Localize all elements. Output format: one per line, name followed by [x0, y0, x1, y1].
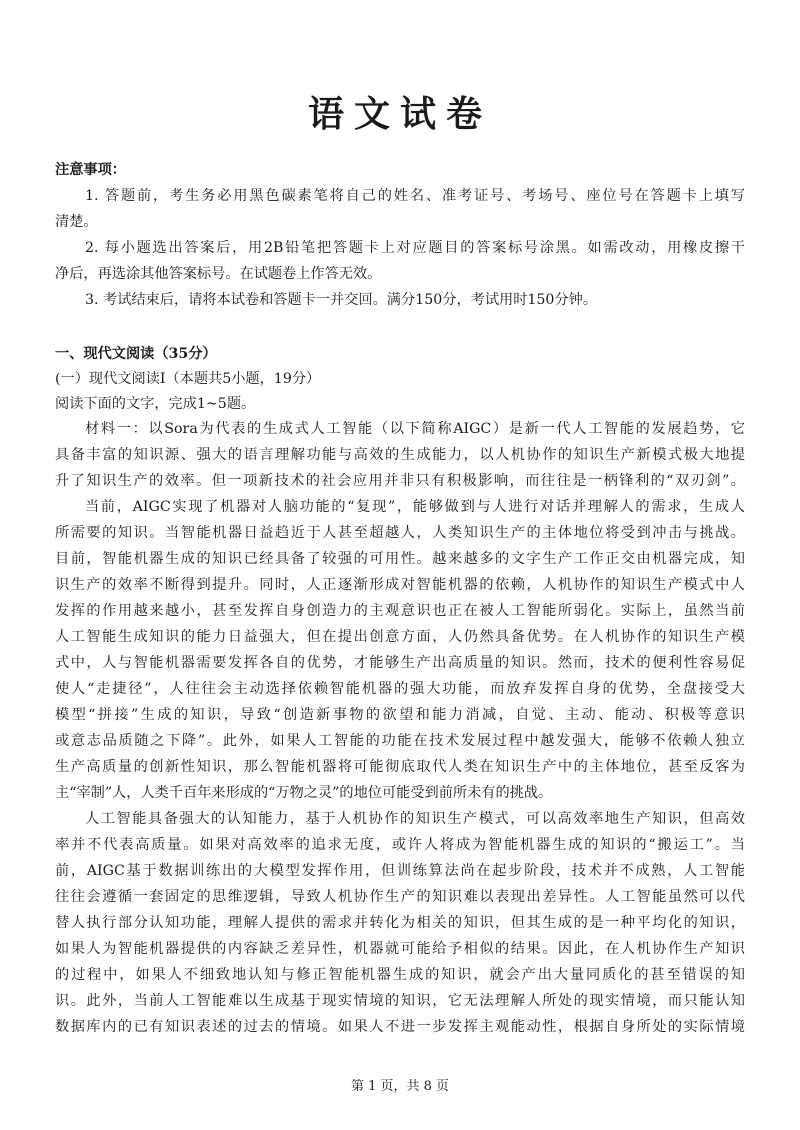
- section-heading: 一、现代文阅读（35分）: [55, 346, 217, 362]
- para3-line: 的过程中，如果人不细致地认知与修正智能机器生成的知识，就会产出大量同质化的甚至错误的知: [55, 967, 745, 983]
- para3-line: 替人执行部分认知功能，理解人提供的需求并转化为相关的知识，但其生成的是一种平均化的知识，: [55, 915, 745, 931]
- para3-line: 人工智能具备强大的认知能力，基于人机协作的知识生产模式，可以高效率地生产知识，但高效: [85, 811, 745, 827]
- instruction-text: 阅读下面的文字，完成1~5题。: [55, 396, 256, 412]
- para3-line: 识。此外，当前人工智能难以生成基于现实情境的知识，它无法理解人所处的现实情境，而只能认知: [55, 993, 745, 1009]
- para2-line: 使人“走捷径”，人往往会主动选择依赖智能机器的强大功能，而放弃发挥自身的优势，全盘接受大: [55, 681, 745, 697]
- para3-line: 前，AIGC基于数据训练出的大模型发挥作用，但训练算法尚在起步阶段，技术并不成熟，人工智能: [55, 863, 745, 879]
- para2-line: 当前，AIGC实现了机器对人脑功能的“复现”，能够做到与人进行对话并理解人的需求，生成人: [85, 499, 745, 515]
- para2-line: 或意志品质随之下降”。此外，如果人工智能的功能在技术发展过程中越发强大，能够不依赖人独立: [55, 733, 745, 749]
- para3-line: 数据库内的已有知识表述的过去的情境。如果人不进一步发挥主观能动性，根据自身所处的实际情境: [55, 1019, 745, 1035]
- para3-line: 往往会遵循一套固定的思维逻辑，导致人机协作生产的知识难以表现出差异性。人工智能虽然可以代: [55, 889, 745, 905]
- notice-item-1-line-1: 1. 答题前，考生务必用黑色碳素笔将自己的姓名、准考证号、考场号、座位号在答题卡上填写: [85, 188, 745, 204]
- notice-item-1-line-2: 清楚。: [55, 214, 98, 230]
- para1-line: 材料一：以Sora为代表的生成式人工智能（以下简称AIGC）是新一代人工智能的发展趋势，它: [85, 421, 745, 437]
- para2-line: 模型“拼接”生成的知识，导致“创造新事物的欲望和能力消减，自觉、主动、能动、积极等意识: [55, 707, 745, 723]
- subsection-heading: (一）现代文阅读Ⅰ（本题共5小题，19分）: [55, 371, 321, 387]
- para2-line: 识生产的效率不断得到提升。同时，人正逐渐形成对智能机器的依赖，人机协作的知识生产模式中人: [55, 577, 745, 593]
- para2-line: 目前，智能机器生成的知识已经具备了较强的可用性。越来越多的文字生产工作正交由机器完成，知: [55, 551, 745, 567]
- para2-line: 主“宰制”人，人类千百年来形成的“万物之灵”的地位可能受到前所未有的挑战。: [55, 785, 553, 801]
- notice-item-2-line-1: 2. 每小题选出答案后，用2B铅笔把答题卡上对应题目的答案标号涂黑。如需改动，用橡皮擦干: [85, 240, 745, 256]
- para3-line: 如果人为智能机器提供的内容缺乏差异性，机器就可能给予相似的结果。因此，在人机协作生产知识: [55, 941, 745, 957]
- para3-line: 率并不代表高质量。如果对高效率的追求无度，或许人将成为智能机器生成的知识的“搬运工”。当: [55, 837, 745, 853]
- notice-item-3: 3. 考试结束后，请将本试卷和答题卡一并交回。满分150分，考试用时150分钟。: [85, 292, 598, 308]
- page-number: 第 1 页，共 8 页: [350, 1079, 450, 1094]
- para2-line: 人工智能生成知识的能力日益强大，但在提出创意方面，人仍然具备优势。在人机协作的知识生产模: [55, 629, 745, 645]
- para2-line: 发挥的作用越来越小，甚至发挥自身创造力的主观意识也正在被人工智能所弱化。实际上，虽然当前: [55, 603, 745, 619]
- notice-heading: 注意事项：: [55, 162, 126, 178]
- page-title: 语文试卷: [307, 93, 492, 135]
- para2-line: 生产高质量的创新性知识，那么智能机器将可能彻底取代人类在知识生产中的主体地位，甚至反客为: [55, 759, 745, 775]
- para2-line: 式中，人与智能机器需要发挥各自的优势，才能够生产出高质量的知识。然而，技术的便利性容易促: [55, 655, 745, 671]
- para1-line: 升了知识生产的效率。但一项新技术的社会应用并非只有积极影响，而往往是一柄锋利的“双刃剑”。: [55, 473, 745, 489]
- notice-item-2-line-2: 净后，再选涂其他答案标号。在试题卷上作答无效。: [55, 266, 382, 282]
- para2-line: 所需要的知识。当智能机器日益趋近于人甚至超越人，人类知识生产的主体地位将受到冲击与挑战。: [55, 525, 745, 541]
- para1-line: 具备丰富的知识源、强大的语言理解功能与高效的生成能力，以人机协作的知识生产新模式极大地提: [55, 447, 745, 463]
